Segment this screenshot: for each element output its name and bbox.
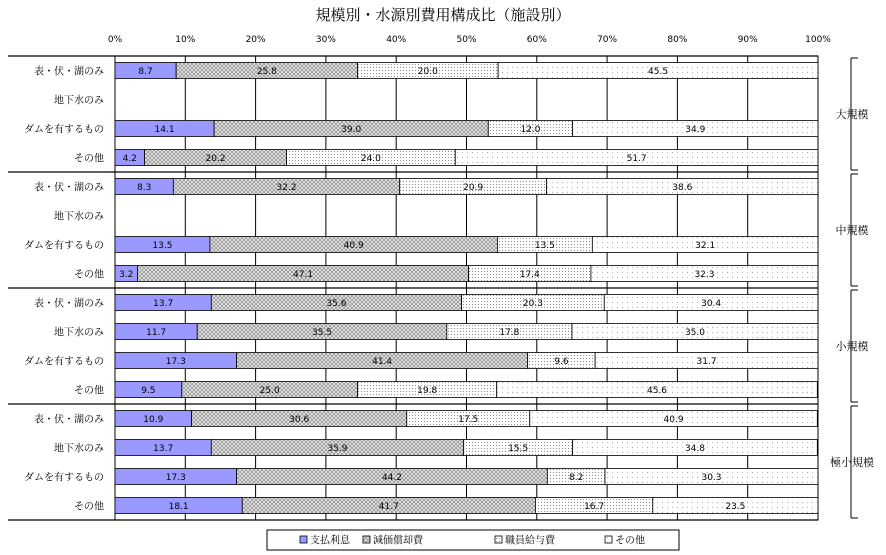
category-label: その他: [74, 501, 104, 513]
data-label: 18.1: [168, 502, 189, 512]
data-label: 11.7: [146, 328, 167, 338]
data-label: 35.5: [312, 328, 333, 338]
data-label: 31.7: [696, 357, 717, 367]
data-label: 14.1: [154, 125, 175, 135]
data-label: 51.7: [626, 154, 647, 164]
data-label: 20.3: [522, 299, 543, 309]
data-label: 19.8: [417, 386, 438, 396]
data-label: 30.4: [701, 299, 722, 309]
data-label: 12.0: [520, 125, 541, 135]
legend-label: 支払利息: [310, 535, 350, 547]
data-label: 17.8: [499, 328, 520, 338]
chart-title: 規模別・水源別費用構成比（施設別）: [315, 6, 571, 24]
data-label: 25.8: [256, 67, 277, 77]
data-label: 45.5: [648, 67, 669, 77]
data-label: 34.8: [684, 444, 705, 454]
data-label: 3.2: [119, 270, 134, 280]
x-tick-label: 90%: [737, 35, 758, 45]
data-label: 13.7: [153, 444, 174, 454]
x-tick-label: 0%: [107, 35, 123, 45]
legend-swatch: [363, 536, 370, 543]
category-label: 地下水のみ: [54, 443, 104, 455]
data-label: 40.9: [663, 415, 684, 425]
data-label: 41.7: [378, 502, 399, 512]
category-label: ダムを有するもの: [24, 356, 104, 368]
data-label: 9.5: [141, 386, 156, 396]
x-tick-label: 80%: [667, 35, 688, 45]
data-label: 20.9: [463, 183, 484, 193]
x-tick-label: 60%: [526, 35, 547, 45]
data-label: 30.3: [701, 473, 722, 483]
legend-label: 職員給与費: [505, 535, 555, 547]
group-label: 小規模: [835, 340, 869, 353]
data-label: 35.0: [684, 328, 705, 338]
data-label: 4.2: [122, 154, 137, 164]
data-label: 41.4: [372, 357, 393, 367]
category-label: 地下水のみ: [54, 95, 104, 107]
category-label: ダムを有するもの: [24, 472, 104, 484]
category-label: 表・伏・湖のみ: [34, 182, 104, 194]
data-label: 17.4: [519, 270, 540, 280]
data-label: 24.0: [360, 154, 381, 164]
legend-swatch: [495, 536, 502, 543]
group-label: 極小規模: [830, 456, 874, 469]
data-label: 13.5: [152, 241, 173, 251]
x-tick-label: 10%: [175, 35, 196, 45]
group-label: 中規模: [835, 224, 869, 237]
category-label: 表・伏・湖のみ: [34, 66, 104, 78]
category-label: 表・伏・湖のみ: [34, 414, 104, 426]
x-tick-label: 20%: [245, 35, 266, 45]
legend-label: 減価償却費: [373, 535, 423, 547]
legend-label: その他: [615, 535, 645, 547]
category-label: ダムを有するもの: [24, 124, 104, 136]
data-label: 39.0: [341, 125, 362, 135]
x-tick-label: 100%: [805, 35, 831, 45]
data-label: 45.6: [646, 386, 668, 396]
data-label: 35.6: [326, 299, 347, 309]
data-label: 47.1: [293, 270, 314, 280]
data-label: 30.6: [289, 415, 310, 425]
data-label: 25.0: [259, 386, 280, 396]
category-label: 表・伏・湖のみ: [34, 298, 104, 310]
data-label: 17.3: [165, 473, 186, 483]
x-tick-label: 40%: [386, 35, 407, 45]
data-label: 9.6: [554, 357, 569, 367]
data-label: 17.5: [458, 415, 479, 425]
data-label: 32.1: [695, 241, 716, 251]
data-label: 10.9: [143, 415, 164, 425]
data-label: 32.2: [276, 183, 297, 193]
data-label: 35.9: [327, 444, 348, 454]
group-label: 大規模: [835, 108, 869, 121]
x-tick-label: 30%: [315, 35, 336, 45]
data-label: 40.9: [343, 241, 364, 251]
data-label: 8.7: [138, 67, 153, 77]
data-label: 8.2: [569, 473, 584, 483]
data-label: 8.3: [137, 183, 152, 193]
data-label: 13.5: [534, 241, 555, 251]
data-label: 32.3: [694, 270, 715, 280]
category-label: ダムを有するもの: [24, 240, 104, 252]
x-tick-label: 50%: [456, 35, 477, 45]
data-label: 20.2: [205, 154, 226, 164]
data-label: 17.3: [165, 357, 186, 367]
legend-swatch: [605, 536, 612, 543]
data-label: 23.5: [725, 502, 746, 512]
data-label: 20.0: [417, 67, 438, 77]
category-label: その他: [74, 269, 104, 281]
category-label: 地下水のみ: [54, 327, 104, 339]
legend-swatch: [300, 536, 307, 543]
data-label: 15.5: [508, 444, 529, 454]
data-label: 16.7: [584, 502, 605, 512]
category-label: 地下水のみ: [54, 211, 104, 223]
x-tick-label: 70%: [597, 35, 618, 45]
data-label: 44.2: [381, 473, 403, 483]
data-label: 34.9: [685, 125, 706, 135]
category-label: その他: [74, 153, 104, 165]
category-label: その他: [74, 385, 104, 397]
data-label: 13.7: [153, 299, 174, 309]
data-label: 38.6: [672, 183, 693, 193]
